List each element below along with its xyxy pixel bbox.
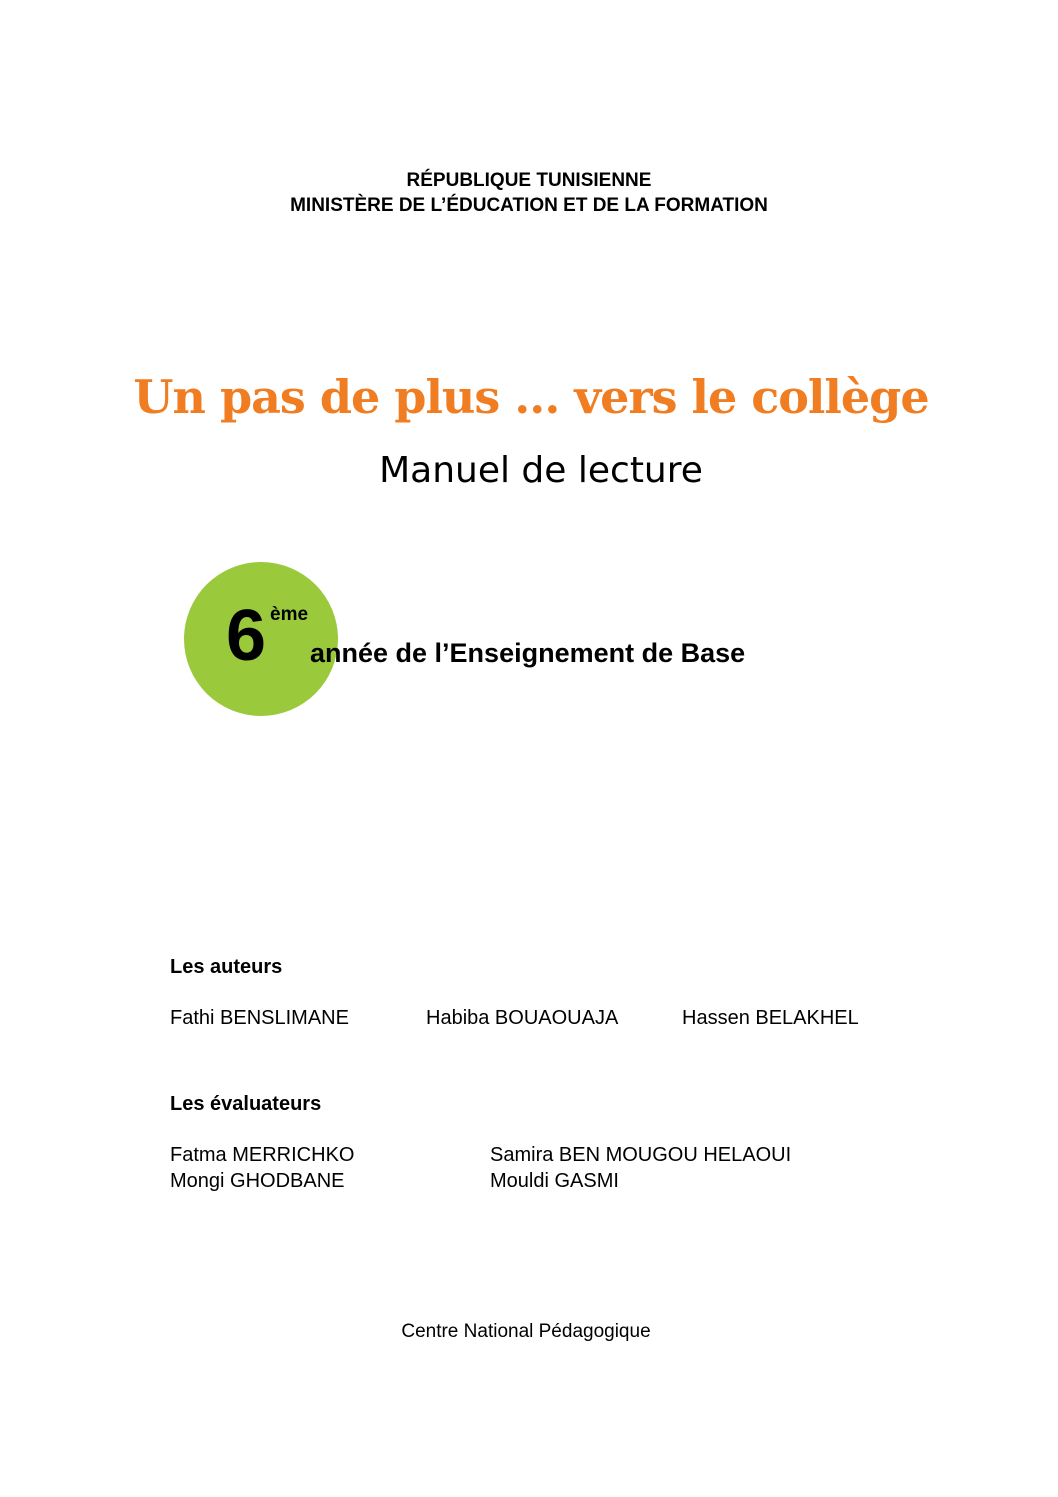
author-name: Fathi BENSLIMANE [170,1007,349,1029]
book-subtitle: Manuel de lecture [379,450,703,491]
evaluator-name: Samira BEN MOUGOU HELAOUI [490,1144,792,1166]
authors-heading: Les auteurs [170,956,283,978]
country-name: RÉPUBLIQUE TUNISIENNE [406,170,652,191]
evaluator-name: Mouldi GASMI [490,1170,619,1192]
evaluator-name: Mongi GHODBANE [170,1170,345,1192]
author-name: Habiba BOUAOUAJA [426,1007,619,1029]
grade-number: 6 [226,596,267,676]
author-name: Hassen BELAKHEL [682,1007,859,1029]
ministry-header [0,168,1058,218]
grade-suffix: ème [270,604,309,625]
evaluator-name: Fatma MERRICHKO [170,1144,355,1166]
ministry-name: MINISTÈRE DE L’ÉDUCATION ET DE LA FORMATION [290,195,768,216]
publisher-name: Centre National Pédagogique [401,1321,651,1342]
evaluators-heading: Les évaluateurs [170,1093,322,1115]
grade-label: année de l’Enseignement de Base [310,638,746,668]
book-title: Un pas de plus ... vers le collège [133,370,929,424]
